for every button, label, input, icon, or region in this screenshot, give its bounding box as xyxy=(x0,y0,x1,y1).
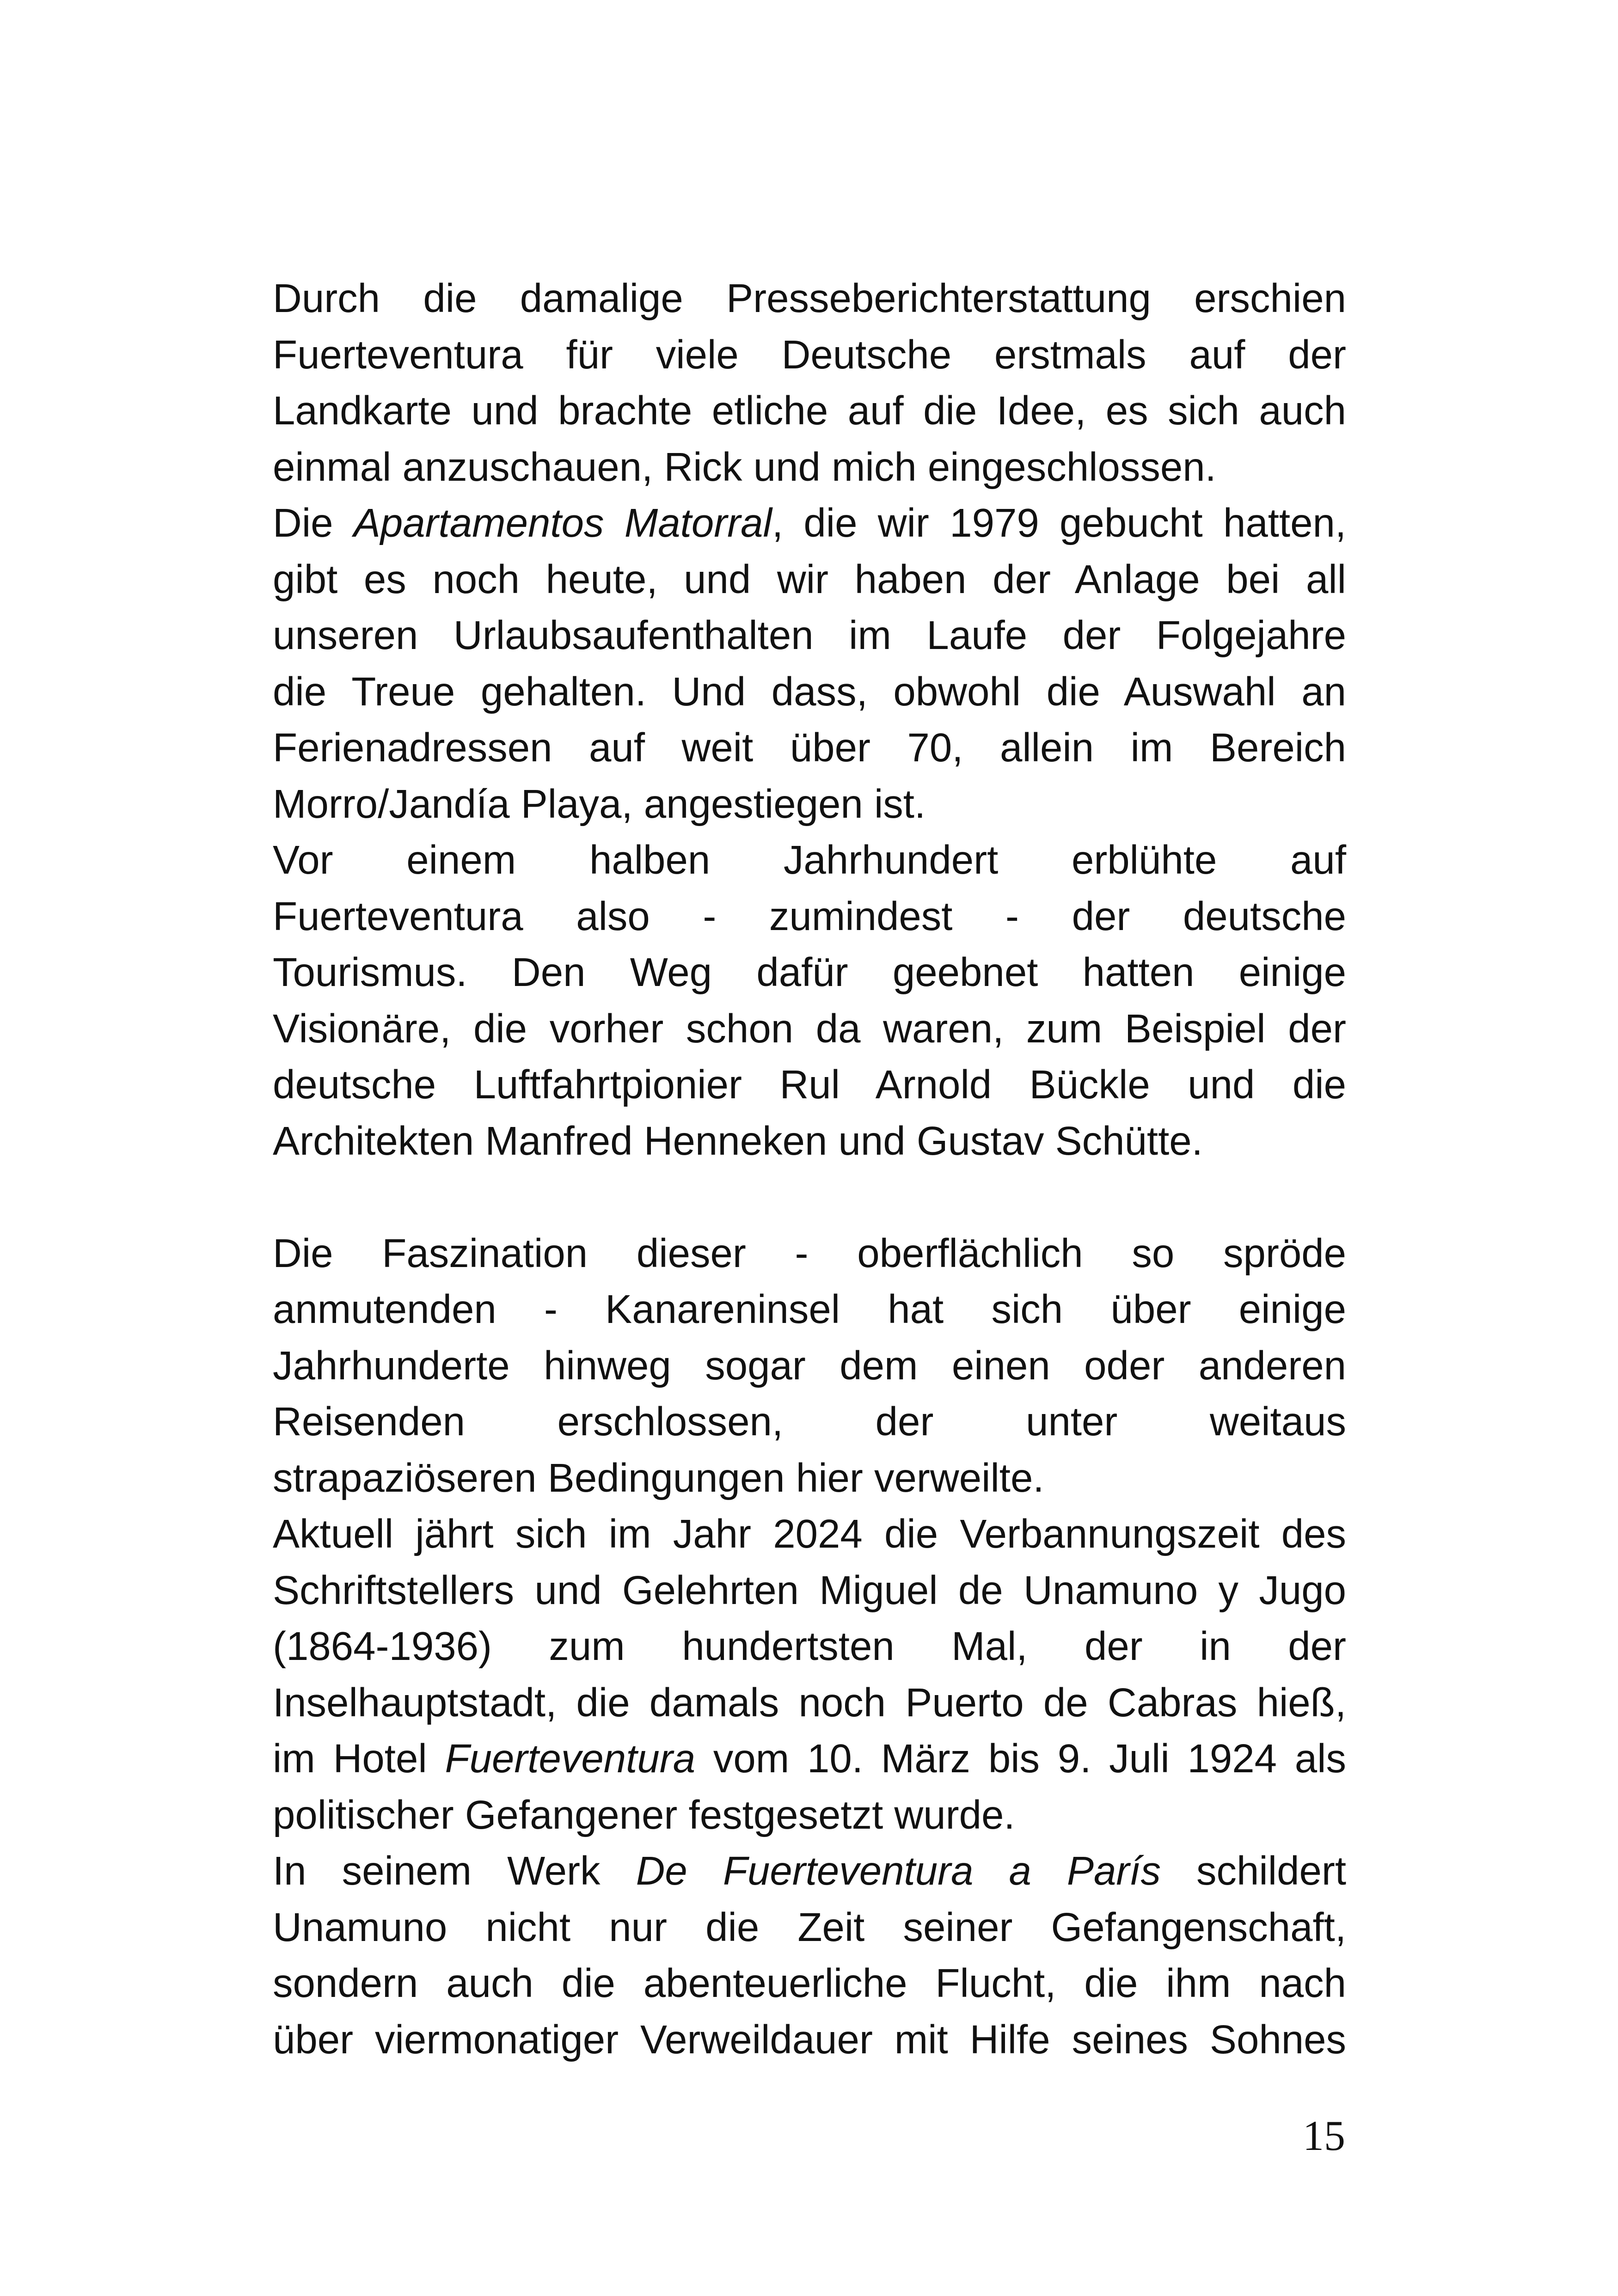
text-run: Reisenden erschlossen, der unter weitaus xyxy=(273,1399,1346,1444)
text-run: Tourismus. Den Weg dafür geebnet hatten einige xyxy=(273,950,1346,995)
italic-title: Fuerteventura xyxy=(445,1736,696,1781)
italic-title: De Fuerteventura a París xyxy=(636,1849,1161,1893)
text-run: die Treue gehalten. Und dass, obwohl die Auswahl an xyxy=(273,669,1346,714)
text-run: Durch die damalige Presseberichterstattung erschien xyxy=(273,276,1346,321)
text-line xyxy=(273,720,1346,776)
text-run: politischer Gefangener festgesetzt wurde. xyxy=(273,1792,1015,1837)
text-line xyxy=(273,776,1346,833)
text-line xyxy=(273,1225,1346,1282)
paragraph xyxy=(273,1225,1346,1506)
text-run: Jahrhunderte hinweg sogar dem einen oder anderen xyxy=(273,1343,1346,1388)
text-run: Inselhauptstadt, die damals noch Puerto de Cabras hieß, xyxy=(273,1680,1346,1725)
text-line xyxy=(273,1675,1346,1731)
text-line xyxy=(273,1899,1346,1956)
text-run: im Hotel xyxy=(273,1736,445,1781)
text-run: Unamuno nicht nur die Zeit seiner Gefangenschaft, xyxy=(273,1904,1346,1950)
text-line xyxy=(273,1281,1346,1338)
paragraph xyxy=(273,1506,1346,1843)
text-line xyxy=(273,1843,1346,1899)
text-run: Die xyxy=(273,501,354,545)
text-line xyxy=(273,607,1346,664)
text-line xyxy=(273,383,1346,439)
body-text xyxy=(273,270,1346,2068)
text-run: Die Faszination dieser - oberflächlich so spröde xyxy=(273,1231,1346,1276)
text-run: Schriftstellers und Gelehrten Miguel de Unamuno y Jugo xyxy=(273,1567,1346,1613)
text-run: unseren Urlaubsaufenthalten im Laufe der Folgejahre xyxy=(273,613,1346,658)
text-line xyxy=(273,1001,1346,1057)
text-run: Aktuell jährt sich im Jahr 2024 die Verbannungszeit des xyxy=(273,1512,1346,1556)
paragraph xyxy=(273,1843,1346,2068)
text-line xyxy=(273,439,1346,496)
text-run: Fuerteventura für viele Deutsche erstmals auf der xyxy=(273,332,1346,377)
text-run: Landkarte und brachte etliche auf die Idee, es sich auch xyxy=(273,388,1346,433)
italic-title: Apartamentos Matorral xyxy=(353,501,772,545)
text-run: vom 10. März bis 9. Juli 1924 als xyxy=(695,1736,1346,1781)
text-run: (1864-1936) zum hundertsten Mal, der in der xyxy=(273,1624,1346,1669)
text-line xyxy=(273,1113,1346,1169)
text-line xyxy=(273,1787,1346,1843)
paragraph xyxy=(273,270,1346,495)
text-run: Visionäre, die vorher schon da waren, zum Beispiel der xyxy=(273,1006,1346,1051)
text-line xyxy=(273,664,1346,720)
text-line xyxy=(273,1731,1346,1787)
text-run: sondern auch die abenteuerliche Flucht, die ihm nach xyxy=(273,1961,1346,2006)
text-run: schildert xyxy=(1160,1849,1346,1893)
text-line xyxy=(273,1506,1346,1562)
text-line xyxy=(273,944,1346,1001)
text-line xyxy=(273,832,1346,888)
text-run: strapaziöseren Bedingungen hier verweilte. xyxy=(273,1455,1044,1500)
text-line xyxy=(273,270,1346,327)
text-line xyxy=(273,1338,1346,1394)
text-line xyxy=(273,1450,1346,1506)
text-run: In seinem Werk xyxy=(273,1849,636,1893)
text-run: Ferienadressen auf weit über 70, allein im Bereich xyxy=(273,725,1346,770)
text-run: über viermonatiger Verweildauer mit Hilfe seines Sohnes xyxy=(273,2017,1346,2062)
paragraph xyxy=(273,495,1346,832)
paragraph xyxy=(273,832,1346,1169)
text-line xyxy=(273,1057,1346,1113)
text-run: einmal anzuschauen, Rick und mich eingeschlossen. xyxy=(273,444,1216,490)
text-line xyxy=(273,551,1346,608)
text-run: , die wir 1979 gebucht hatten, xyxy=(772,501,1347,545)
text-run: Vor einem halben Jahrhundert erblühte auf xyxy=(273,838,1346,882)
text-line xyxy=(273,1955,1346,2012)
text-run: Morro/Jandía Playa, angestiegen ist. xyxy=(273,781,926,827)
text-run: Fuerteventura also - zumindest - der deutsche xyxy=(273,894,1346,939)
text-line xyxy=(273,495,1346,551)
text-line xyxy=(273,888,1346,945)
text-run: Architekten Manfred Henneken und Gustav Schütte. xyxy=(273,1118,1203,1163)
text-line xyxy=(273,2012,1346,2068)
text-line xyxy=(273,1562,1346,1619)
page-number: 15 xyxy=(1303,2112,1345,2159)
text-run: gibt es noch heute, und wir haben der Anlage bei all xyxy=(273,557,1346,602)
text-line xyxy=(273,1618,1346,1675)
text-line xyxy=(273,1394,1346,1450)
text-line xyxy=(273,327,1346,383)
text-run: deutsche Luftfahrtpionier Rul Arnold Bückle und die xyxy=(273,1062,1346,1107)
text-run: anmutenden - Kanareninsel hat sich über einige xyxy=(273,1287,1346,1332)
